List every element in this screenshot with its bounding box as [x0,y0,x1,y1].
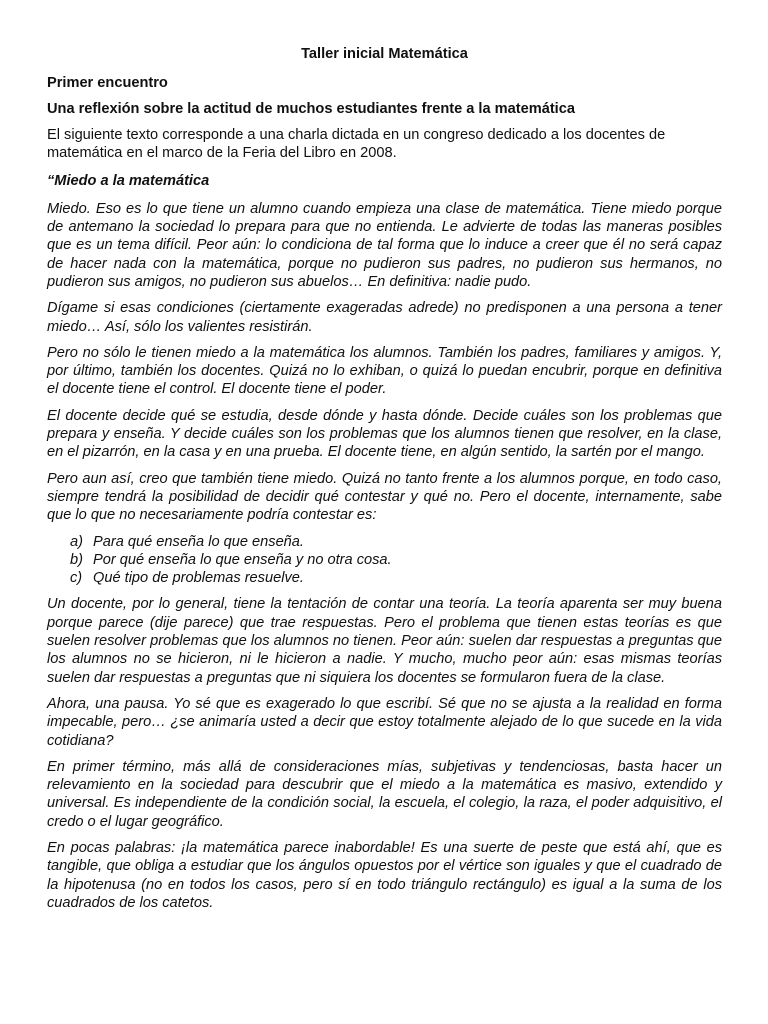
body-paragraph: Miedo. Eso es lo que tiene un alumno cuando empieza una clase de matemática. Tiene miedo porque de antemano la sociedad lo prepara para que no entienda. Le advierte de todas las maneras posibles que es un tema difícil. Peor aún: lo condiciona de tal forma que lo induce a creer que él no será capaz de hacer nada con la matemática, porque no pudieron sus padres, no pudieron sus hermanos, no pudieron sus amigos, no pudieron sus abuelos… En definitiva: nadie pudo. [47,200,722,290]
list-item [70,533,722,551]
list-item [70,569,722,587]
question-list [47,533,722,588]
list-item-text: Por qué enseña lo que enseña y no otra cosa. [93,551,392,568]
list-item-text: Qué tipo de problemas resuelve. [93,570,304,587]
list-marker: c) [70,570,83,587]
body-paragraph: Pero no sólo le tienen miedo a la matemática los alumnos. También los padres, familiares y amigos. Y, por último, también los docentes. Quizá no lo exhiban, o quizá lo puedan encubrir, porque en definitiva el docente tiene el control. El docente tiene el poder. [47,344,722,398]
quote-title: “Miedo a la matemática [47,173,210,190]
body-paragraph: Ahora, una pausa. Yo sé que es exagerado lo que escribí. Sé que no se ajusta a la realidad en forma impecable, pero… ¿se animaría usted a decir que estoy totalmente alejado de lo que sucede en la vida cotidiana? [47,695,722,749]
body-paragraph: Un docente, por lo general, tiene la tentación de contar una teoría. La teoría aparenta ser muy buena porque parece (dije parece) que trae respuestas. Pero el problema que tienen estas teorías es que suelen resolver problemas que los alumnos no tienen. Peor aún: suelen dar respuestas a preguntas que los alumnos no se hicieron, ni le hicieron a nadie. Y mucho, mucho peor aún: esas mismas teorías suelen dar respuestas a preguntas que ni siquiera los docentes se formularon fuera de la clase. [47,596,722,686]
body-paragraph: Pero aun así, creo que también tiene miedo. Quizá no tanto frente a los alumnos porque, en todo caso, siempre tendrá la posibilidad de decidir qué contestar y qué no. Pero el docente, internamente, sabe que lo que no necesariamente podría contestar es: [47,470,722,524]
document-title: Taller inicial Matemática [301,46,468,62]
section-heading: Primer encuentro [47,75,168,92]
document-subtitle: Una reflexión sobre la actitud de muchos estudiantes frente a la matemática [47,100,575,117]
body-paragraph: Dígame si esas condiciones (ciertamente exageradas adrede) no predisponen a una persona a tener miedo… Así, sólo los valientes resistirán. [47,300,722,335]
list-item [70,551,722,569]
body-paragraph: En pocas palabras: ¡la matemática parece inabordable! Es una suerte de peste que está ahí, que es tangible, que obliga a estudiar que los ángulos opuestos por el vértice son iguales y que el cuadrado de la hipotenusa (no en todos los casos, pero sí en todo triángulo rectángulo) es igual a la suma de los cuadrados de los catetos. [47,839,722,911]
list-marker: b) [70,551,83,568]
list-marker: a) [70,533,83,550]
list-item-text: Para qué enseña lo que enseña. [93,533,304,550]
body-paragraph: El docente decide qué se estudia, desde dónde y hasta dónde. Decide cuáles son los problemas que prepara y enseña. Y decide cuáles son los problemas que los alumnos tienen que resolver, en la clase, en el pizarrón, en la casa y en una prueba. El docente tiene, en algún sentido, la sartén por el mango. [47,407,722,461]
body-paragraph: En primer término, más allá de consideraciones mías, subjetivas y tendenciosas, basta hacer un relevamiento en la sociedad para descubrir que el miedo a la matemática es masivo, extendido y universal. Es independiente de la condición social, la escuela, el colegio, la raza, el poder adquisitivo, el credo o el lugar geográfico. [47,758,722,830]
intro-paragraph: El siguiente texto corresponde a una charla dictada en un congreso dedicado a los docentes de matemática en el marco de la Feria del Libro en 2008. [47,126,666,162]
